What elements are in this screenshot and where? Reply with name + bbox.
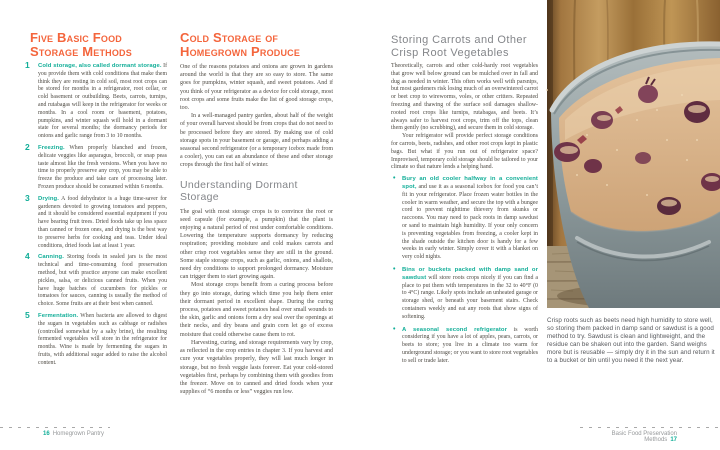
- page-number-right: 17: [670, 437, 677, 443]
- photo-beets-in-sawdust: [547, 0, 720, 308]
- body-paragraph: The goal with most storage crops is to convince the root or seed capsule (for example, a pumpkin) that the plant is enjoying a natural period of rest under comfortable conditions. Lowering the temperature supports dormancy by reducing respiration; providing moisture and cold makes carrots and other crisp root vegetables sense they are still in the ground. Some staple storage crops, such as garlic, onions, and shallots, need dry conditions to support prolonged dormancy. Moisture can trigger them to start growing again.: [180, 208, 333, 281]
- footer-label-left: Homegrown Pantry: [52, 431, 105, 437]
- numbered-item-freezing: [25, 141, 167, 192]
- bullet-item-bins-buckets: [391, 267, 538, 322]
- item-lead: Cold storage, also called dormant storage.: [38, 63, 162, 69]
- left-column-storage-methods: [25, 30, 168, 425]
- section-title-cold-storage: [180, 31, 333, 59]
- photo-illustration: [547, 0, 720, 308]
- item-lead: Fermentation.: [38, 312, 79, 319]
- photo-caption: Crisp roots such as beets need high humidity to store well, so storing them packed in damp sand or sawdust is a good method to try. Sawdust is clean and lightweight, and the residue can be shaken out into the garden. Sand weighs more but is reusable — simply dry it in the sun and return it to a bucket or bin until you need it the next year.: [547, 317, 715, 365]
- item-number: 1: [25, 60, 30, 70]
- footer-dash-rule: [580, 427, 720, 428]
- numbered-item-canning: [25, 251, 167, 309]
- section-title-line1: Cold Storage of: [180, 30, 279, 45]
- body-paragraph: Most storage crops benefit from a curing process before they go into storage, during which time you help them enter their dormant period in excellent shape. During the curing process, potatoes and sweet potatoes heal over small wounds to the skin, garlic and onions form a dry seal over the openings at their necks, and dry beans and grain corn let go of excess moisture that could otherwise cause them to rot.: [180, 282, 333, 338]
- bullet-text: is worth considering if you have a lot of apples, pears, carrots, or beets to store; you live in a climate too warm for underground storage; or you want to store root vegetables to sell or trade later.: [402, 326, 538, 364]
- bullet-item-second-refrigerator: [391, 327, 538, 366]
- item-number: 5: [25, 309, 30, 320]
- numbered-item-fermentation: [25, 309, 167, 368]
- footer-label-right: Basic Food Preservation Methods: [611, 431, 677, 443]
- section-title-line2: Storage Methods: [30, 44, 132, 59]
- item-text: When bacteria are allowed to digest the sugars in vegetables such as cabbage or radishes (controlled somewhat by a salty brine), the resulting fermented vegetables will store in the refrigerator for months. Wine is made by fermenting the sugars in fruits, with additional sugar added to raise the alcohol content.: [38, 312, 167, 366]
- body-paragraph: Harvesting, curing, and storage requirements vary by crop, as reflected in the crop entries in chapter 3. If you harvest and cure your vegetables properly, they will last much longer in storage, but no fresh veggie lasts forever. Eat your cold-stored vegetables first, perhaps by combining them with goodies from the freezer. Move on to canned and dried foods when your supplies of “6 months or less” veggies run low.: [180, 339, 333, 396]
- item-number: 2: [25, 141, 30, 152]
- body-paragraph: Your refrigerator will provide perfect storage conditions for carrots, beets, radishes, and other root crops kept in plastic bags. But what if you run out of refrigerator space? Improvised, temporary cold storage should be tailored to your climate so that nature lends a helping hand.: [391, 133, 538, 171]
- body-paragraph: One of the reasons potatoes and onions are grown in gardens around the world is that they are so easy to store. The same goes for pumpkins, winter squash, and sweet potatoes. And if you think of your refrigerator as a device for cold storage, most root crops and some fruits make the list of good storage crops, too.: [180, 64, 333, 112]
- section-title-line2: Crisp Root Vegetables: [391, 46, 509, 59]
- bullet-icon: •: [393, 325, 396, 333]
- footer-left: [0, 427, 110, 437]
- bullet-lead: Bury an old cooler halfway in a convenient spot,: [402, 176, 538, 190]
- item-number: 3: [25, 192, 30, 203]
- bullet-text: will store roots crops nicely if you can find a place to put them with temperatures in the 32 to 40°F (0 to 4°C) range. Likely spots include an unheated garage or storage shed, or beneath your basement stairs. Check containers weekly and eat any roots that show signs of softening.: [402, 274, 538, 320]
- item-lead: Drying.: [38, 195, 59, 202]
- body-paragraph: Theoretically, carrots and other cold-hardy root vegetables that grow well below ground can be mulched over in fall and dug as needed in winter. This often works well with parsnips, but most gardeners risk losing much of an overwintered carrot or beet crop to wireworms, voles, or other critters. Repeated freezing and thawing of the surface soil damages shallow-rooted root crops like turnips, rutabagas, and beets. It’s always safer to harvest root crops, trim off the tops, clean them gently (no scrubbing), and secure them in cold storage.: [391, 63, 538, 132]
- item-text: When properly blanched and frozen, delicate veggies like asparagus, broccoli, or snap peas taste almost like the fresh versions. When you have no time to properly preserve any crop, you may be able to freeze the produce and take care of processing later. Frozen produce should be consumed within 6 months.: [38, 144, 167, 190]
- numbered-item-drying: [25, 192, 167, 251]
- left-column-cold-storage: [180, 31, 333, 425]
- item-text: Storing foods in sealed jars is the most technical and time-consuming food preservation method, but with practice anyone can make excellent pickles, salsa, or delicious canned fruits. When you have huge batches of cucumbers for pickles or tomatoes for sauces, canning is usually the method of choice. Some fruits are at their best when canned.: [38, 254, 167, 308]
- bullet-item-cooler: [391, 176, 538, 262]
- item-lead: Canning.: [38, 254, 64, 261]
- page-number-left: 16: [43, 431, 50, 437]
- right-column-storing-carrots: [391, 34, 538, 420]
- section-title-line1: Storing Carrots and Other: [391, 34, 527, 46]
- item-number: 4: [25, 251, 30, 262]
- bullet-icon: •: [393, 175, 396, 183]
- numbered-item-cold-storage: [25, 60, 168, 141]
- item-lead: Freezing.: [38, 144, 65, 151]
- bullet-text: and use it as a seasonal icebox for food you can’t fit in your refrigerator. Place frozen water bottles in the cooler in warm weather, and secure the top with a bungee cord to prevent nighttime thievery from skunks or raccoons. You may need to pack roots in damp sawdust or sand to maintain high humidity. If your only concern is preventing vegetables from freezing, a cooler kept in the shade outside the kitchen door is handy for a few weeks in early winter. Simply cover it with a blanket on very cold nights.: [402, 183, 538, 261]
- bullet-icon: •: [393, 265, 396, 273]
- section-title-line1: Five Basic Food: [30, 30, 123, 45]
- section-title-storing-carrots: [391, 34, 538, 59]
- bullet-lead: Bins or buckets packed with damp sand or sawdust: [402, 266, 538, 281]
- section-title-line2: Homegrown Produce: [180, 44, 301, 59]
- subhead-dormant-storage: Understanding Dormant Storage: [180, 178, 298, 203]
- section-title-five-basic: [30, 31, 167, 59]
- body-paragraph: In a well-managed pantry garden, about half of the weight of your overall harvest should be from crops that do not need to be processed before they are stored. By making use of cold storage spots in your basement or garage, and perhaps adding a seasonal second refrigerator (or a temporary icebox made from a cooler), you can eat an abundance of these and other storage crops through the first half of winter.: [180, 113, 333, 169]
- footer-dash-rule: [0, 427, 110, 428]
- footer-right: [580, 427, 720, 443]
- bullet-lead: A seasonal second refrigerator: [402, 326, 508, 333]
- item-text: A food dehydrator is a huge time-saver for gardeners devoted to growing tomatoes and peppers, and it should be considered essential equipment if you have bearing fruit trees. Dried foods take up less space than canned or frozen ones, and drying is the best way to preserve herbs for cooking and teas. Under ideal conditions, dried foods last at least 1 year.: [38, 195, 167, 249]
- item-text: If you provide them with cold conditions that make them think they are resting in cold soil, most root crops can be stored for months in a refrigerator, root cellar, or cold basement or outbuilding. Beets, carrots, turnips, and rutabagas will keep in the refrigerator for weeks or months. In a cool room or basement, potatoes, pumpkins, and winter squash will hold in a dormant state for several months; the dormancy periods for onions and garlic range from 3 to 10 months.: [38, 63, 168, 140]
